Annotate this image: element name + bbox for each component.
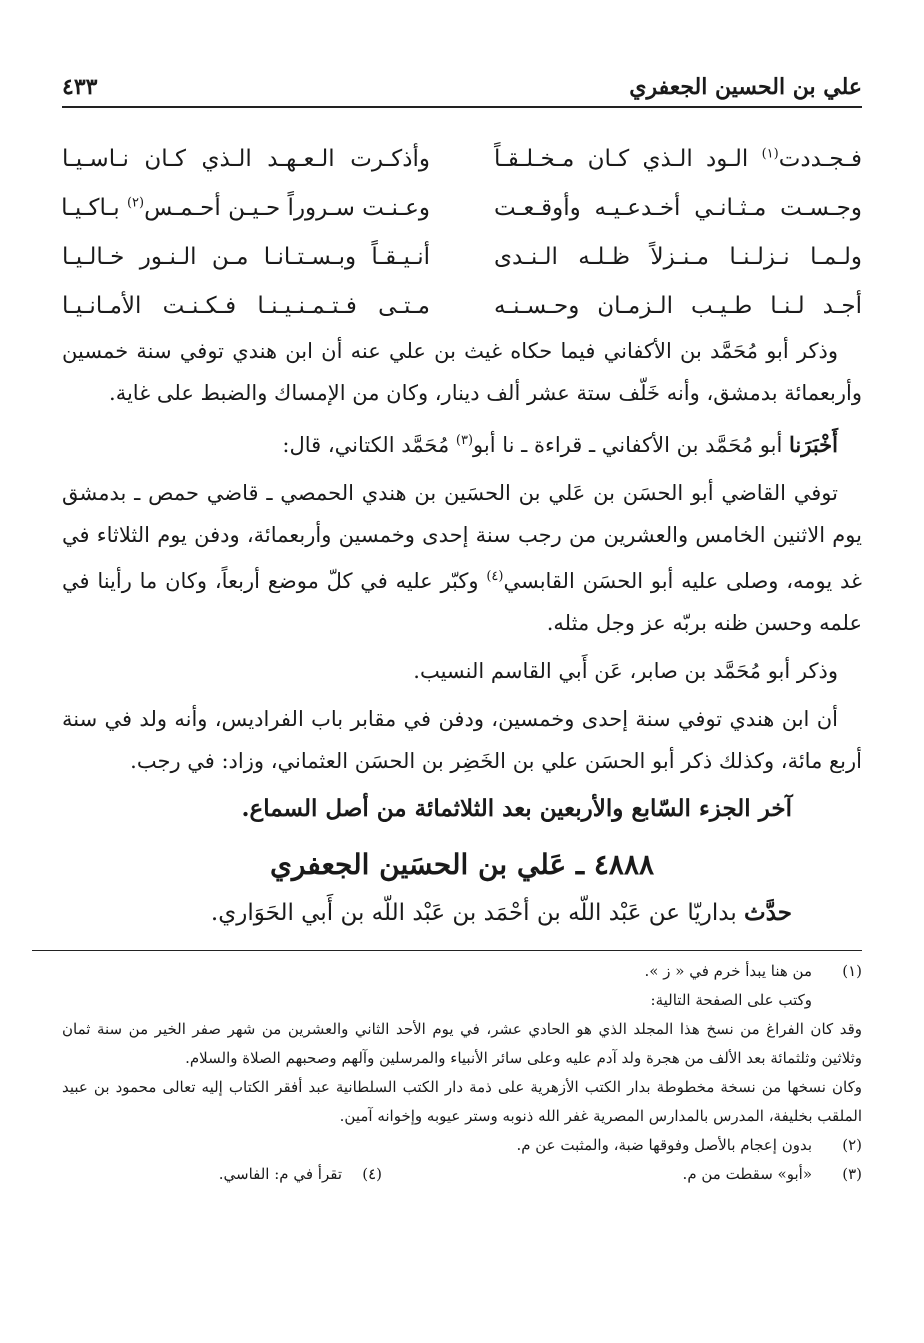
verse-second-hemistich: وأذكـرت الـعـهـد الـذي كـان نـاسـيـا <box>62 145 430 172</box>
page-header <box>62 60 862 108</box>
verse-second-hemistich: وعـنـت سـروراً حـيـن أحـمـس$^{(٢)}$ بـاكـيـا <box>61 194 430 221</box>
footnote-1-colophon: وكان نسخها من نسخة مخطوطة بدار الكتب الأزهرية على ذمة دار الكتب السلطانية عبد أفقر الكتاب إليه تعالى محمود بن عبيد الملقب بخليفة، المدرس بالمدارس المصرية غفر الله ذنوبه وستر عيوبه وإخوانه آمين. <box>62 1078 862 1125</box>
footnote-1-note: وقد كان الفراغ من نسخ هذا المجلد الذي هو الحادي عشر، في يوم الأحد الثاني والعشرين من شهر صفر الخير من سنة ثمان وثلاثين وثلثمائة بعد الألف من هجرة ولد آدم عليه وعلى سائر الأنبياء والمرسلين وآلهم وصحبهم الصلاة والسلام. <box>62 1020 862 1067</box>
footnote-1: (١) من هنا يبدأ خرم في « ز ». <box>644 962 862 980</box>
verse-first-hemistich: وجـسـت مـثـانـي أخـدعـيـه وأوقـعـت <box>494 194 862 221</box>
footnote-ref: (١) <box>761 145 779 161</box>
poem-verse <box>62 134 862 183</box>
paragraph: توفي القاضي أبو الحسَن بن عَلي بن الحسَين بن هندي الحمصي ـ قاضي حمص ـ بدمشق يوم الاثنين الخامس والعشرين من رجب سنة إحدى وخمسين وأربعمائة، ودفن يوم الثلاثاء في غد يومه، وصلى عليه أبو الحسَن القابسي$^{(٤)}$ وكبّر عليه في كلّ موضع أربعاً، وكان ما رأينا في علمه وحسن ظنه بربّه عز وجل مثله. <box>62 481 862 635</box>
footnote-ref: (٤) <box>486 569 504 584</box>
verse-first-hemistich: ولـمـا نـزلـنـا مـنـزلاً ظـلـه الـنـدى <box>494 243 862 270</box>
verse-first-hemistich: فـجـددت$^{(١)}$ الـود الـذي كـان مـخـلـقـاً <box>494 145 862 172</box>
paragraph: أن ابن هندي توفي سنة إحدى وخمسين، ودفن في مقابر باب الفراديس، وأنه ولد في سنة أربع مائة، وكذلك ذكر أبو الحسَن علي بن الخَضِر بن الحسَن العثماني، وزاد: في رجب. <box>62 707 862 773</box>
isnad-keyword: أَخْبَرَنا <box>789 432 838 457</box>
entry-text: حدَّث بداريّا عن عَبْد اللّه بن أحْمَد بن عَبْد اللّه بن أَبي الحَوَاري. <box>210 899 792 926</box>
footnote-divider <box>32 950 862 951</box>
verse-second-hemistich: أنـيـقـاً وبـسـتـانـا مـن الـنـور خـالـيـا <box>62 243 430 270</box>
page-number: ٤٣٣ <box>62 74 98 100</box>
footnote-ref: (٢) <box>126 194 145 210</box>
verse-second-hemistich: مـتـى فـتـمـنـيـنـا فـكـنـت الأمـانـيـا <box>62 292 430 319</box>
paragraph: أَخْبَرَنا أبو مُحَمَّد بن الأكفاني ـ قراءة ـ نا أبو$^{(٣)}$ مُحَمَّد الكتاني، قال: <box>282 432 838 457</box>
running-title: علي بن الحسين الجعفري <box>629 74 862 100</box>
footnote-4: (٤) تقرأ في م: الفاسي. <box>218 1165 382 1183</box>
paragraph: وذكر أبو مُحَمَّد بن صابر، عَن أَبي القاسم النسيب. <box>413 659 838 683</box>
footnotes: (١) من هنا يبدأ خرم في « ز ». وكتب على الصفحة التالية: وقد كان الفراغ من نسخ هذا المجلد الذي هو الحادي عشر، في يوم الأحد الثاني والعشرين من شهر صفر الخير من سنة ثمان وثلاثين وثلثمائة بعد الألف من هجرة ولد آدم عليه وعلى سائر الأنبياء والمرسلين وآلهم وصحبهم الصلاة والسلام. وكان نسخها من نسخة مخطوطة بدار الكتب الأزهرية على ذمة دار الكتب السلطانية عبد أفقر الكتاب إليه تعالى محمود بن عبيد الملقب بخليفة، المدرس بالمدارس المصرية غفر الله ذنوبه وستر عيوبه وإخوانه آمين. (٢) بدون إعجام بالأصل وفوقها ضبة، والمثبت عن م. (٣) «أبو» سقطت من م. (٤) تقرأ في م: الفاسي. <box>62 957 862 1189</box>
footnote-3: (٣) «أبو» سقطت من م. <box>682 1165 862 1183</box>
footnote-ref: (٣) <box>455 433 474 448</box>
poem-verse <box>62 281 862 330</box>
section-end-note: آخر الجزء السّابع والأربعين بعد الثلاثمائة من أصل السماع. <box>241 795 792 822</box>
poem-verse <box>62 183 862 232</box>
poem-verse <box>62 232 862 281</box>
footnote-2: (٢) بدون إعجام بالأصل وفوقها ضبة، والمثبت عن م. <box>516 1136 862 1154</box>
verse-first-hemistich: أجـد لـنـا طـيـب الـزمـان وحـسـنـه <box>494 292 862 319</box>
poem-block <box>62 134 862 330</box>
paragraph: وذكر أبو مُحَمَّد بن الأكفاني فيما حكاه غيث بن علي عنه أن ابن هندي توفي سنة خمسين وأربعمائة بدمشق، وأنه خَلّف ستة عشر ألف دينار، وكان من الإمساك والضبط على غاية. <box>62 339 862 405</box>
entry-heading: ٤٨٨٨ ـ عَلي بن الحسَين الجعفري <box>269 848 655 881</box>
